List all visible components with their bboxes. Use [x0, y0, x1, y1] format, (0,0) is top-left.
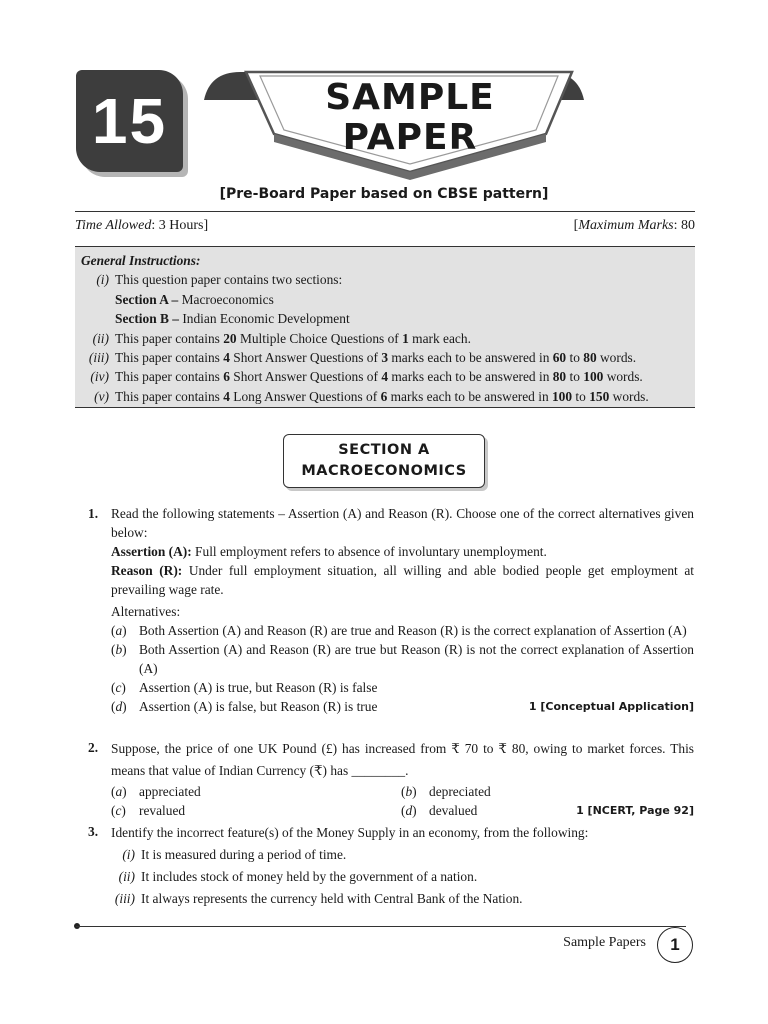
- maximum-marks: [Maximum Marks: 80: [573, 218, 695, 233]
- statement-iii: (iii) It always represents the currency held with Central Bank of the Nation.: [114, 891, 523, 906]
- instruction-item: (iv) This paper contains 6 Short Answer Questions of 4 marks each to be answered in 80 to 100 words.: [90, 369, 643, 385]
- marks-tag: 1 [Conceptual Application]: [528, 700, 694, 713]
- paper-subtitle: [Pre-Board Paper based on CBSE pattern]: [219, 186, 549, 202]
- question-3: [88, 822, 694, 910]
- option-d: (d) devalued: [401, 803, 478, 818]
- alternatives-label: Alternatives:: [111, 604, 181, 619]
- section-b-line: Section B – Indian Economic Development: [115, 311, 350, 327]
- question-number: 3.: [88, 824, 99, 839]
- marks-tag: 1 [NCERT, Page 92]: [576, 804, 694, 817]
- question-number: 2.: [88, 740, 99, 755]
- option-a: (a) appreciated: [111, 784, 201, 799]
- options-row-2: [111, 801, 694, 820]
- footer-divider: [76, 926, 686, 927]
- question-number: 1.: [88, 506, 99, 521]
- reason-line: Reason (R): Under full employment situation, all willing and able bodied people get employment at prevailing wage rate.: [111, 563, 694, 597]
- question-1: [88, 504, 694, 716]
- banner-title-line1: SAMPLE: [325, 77, 495, 118]
- banner-title-line2: PAPER: [342, 117, 478, 158]
- section-heading-line2: MACROECONOMICS: [301, 463, 467, 479]
- question-stem: Suppose, the price of one UK Pound (£) has increased from ₹ 70 to ₹ 80, owing to market forces. This means that value of Indian Currency (₹) has ________.: [111, 741, 694, 778]
- section-a-heading-box: [283, 434, 485, 488]
- instruction-item: (i) This question paper contains two sections:: [96, 272, 343, 288]
- option-a: (a) Both Assertion (A) and Reason (R) are true and Reason (R) is the correct explanation of Assertion (A): [111, 623, 687, 638]
- question-stem: Read the following statements – Assertion (A) and Reason (R). Choose one of the correct alternatives given below:: [111, 506, 694, 540]
- option-c: (c) revalued: [111, 803, 186, 818]
- option-c: (c) Assertion (A) is true, but Reason (R) is false: [111, 680, 378, 695]
- instruction-item: (ii) This paper contains 20 Multiple Choice Questions of 1 mark each.: [92, 330, 471, 346]
- question-stem: Identify the incorrect feature(s) of the Money Supply in an economy, from the following:: [111, 825, 589, 840]
- page-number: 1: [657, 927, 693, 963]
- section-a-line: Section A – Macroeconomics: [115, 291, 274, 307]
- time-allowed: Time Allowed: 3 Hours]: [75, 218, 209, 233]
- divider-top: [75, 211, 695, 212]
- option-b: (b) depreciated: [401, 784, 491, 799]
- assertion-line: Assertion (A): Full employment refers to absence of involuntary unemployment.: [111, 544, 547, 559]
- instructions-heading: General Instructions:: [81, 253, 201, 268]
- footer-label: Sample Papers: [563, 935, 646, 950]
- option-b: (b) Both Assertion (A) and Reason (R) are true but Reason (R) is not the correct explanation of Assertion (A): [111, 642, 694, 676]
- option-d: (d) Assertion (A) is false, but Reason (R) is true 1 [Conceptual Application]: [111, 699, 694, 714]
- general-instructions-box: [75, 246, 695, 408]
- question-2: [88, 738, 694, 820]
- meta-row: [75, 218, 695, 234]
- instruction-item: (iii) This paper contains 4 Short Answer Questions of 3 marks each to be answered in 60 to 80 words.: [88, 350, 637, 366]
- instruction-item: (v) This paper contains 4 Long Answer Questions of 6 marks each to be answered in 100 to 150 words.: [94, 388, 649, 404]
- options-row-1: [111, 782, 694, 801]
- statement-i: (i) It is measured during a period of time.: [122, 847, 347, 862]
- section-heading-line1: SECTION A: [338, 442, 430, 458]
- paper-number-badge: 15: [76, 70, 183, 172]
- statement-ii: (ii) It includes stock of money held by the government of a nation.: [118, 869, 478, 884]
